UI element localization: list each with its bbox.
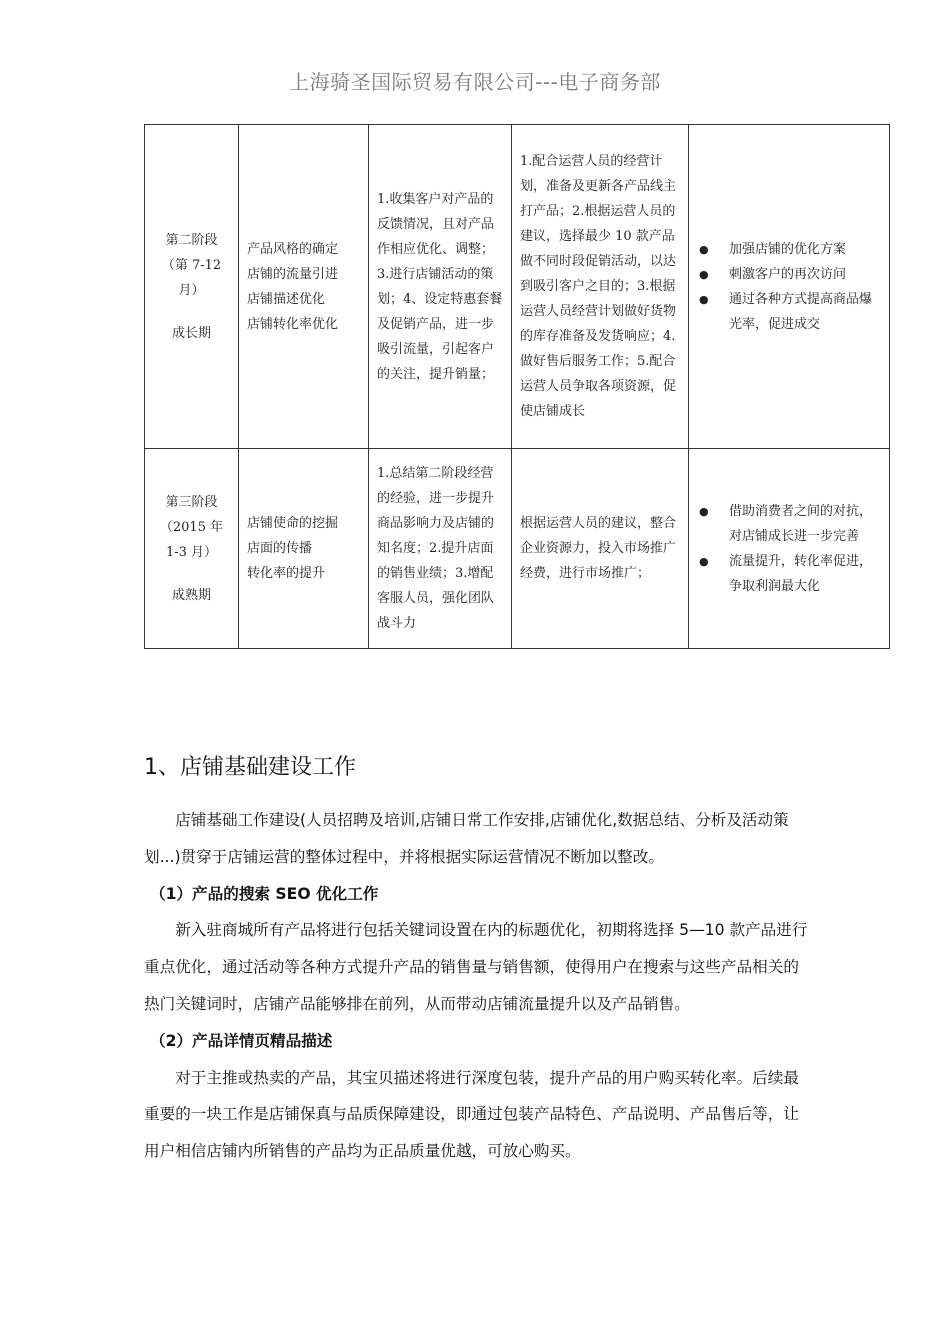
detail-paragraph: 对于主推或热卖的产品，其宝贝描述将进行深度包装，提升产品的用户购买转化率。后续最重要的一块工作是店铺保真与品质保障建设，即通过包装产品特色、产品说明、产品售后等，让用户相信店铺内所销售的产品均为正品质量优越，可放心购买。 — [144, 1068, 799, 1161]
focus-line: 店铺转化率优化 — [247, 316, 339, 332]
table-row — [145, 449, 890, 649]
seo-paragraph: 新入驻商城所有产品将进行包括关键词设置在内的标题优化，初期将选择 5—10 款产品进行重点优化，通过活动等各种方式提升产品的销售量与销售额，使得用户在搜索与这些产品相关的热门关键词时，店铺产品能够排在前列，从而带动店铺流量提升以及产品销售。 — [144, 921, 808, 1013]
stage-label-line: （第 7-12 — [161, 257, 222, 273]
stage-name: 成长期 — [171, 325, 211, 341]
stage-cell — [145, 449, 239, 649]
focus-line: 店铺的流量引进 — [247, 266, 339, 282]
goal-item: ● 流量提升，转化率促进，争取利润最大化 — [697, 549, 881, 599]
focus-cell — [239, 125, 369, 449]
goal-item: ● 通过各种方式提高商品爆光率，促进成交 — [697, 287, 881, 337]
stage-label-line: 第三阶段 — [165, 494, 218, 510]
subsection-title: （1）产品的搜索 SEO 优化工作 — [150, 884, 379, 903]
stage-label-line: 1-3 月） — [165, 544, 218, 560]
focus-cell — [239, 449, 369, 649]
stage-label-line: 第二阶段 — [165, 232, 218, 248]
stage-label-line: （2015 年 — [159, 519, 224, 535]
goals-cell — [689, 449, 890, 649]
focus-line: 店铺使命的挖掘 — [247, 516, 339, 531]
subsection-title: （2）产品详情页精品描述 — [150, 1031, 333, 1050]
stage-label-line: 月） — [178, 282, 205, 298]
stage-cell — [145, 125, 239, 449]
section-body — [144, 802, 808, 1170]
stage-plan-table — [144, 124, 890, 649]
goals-cell — [689, 125, 890, 449]
ops-cell: 1.配合运营人员的经营计划，准备及更新各产品线主打产品；2.根据运营人员的建议，选择最少 10 款产品做不同时段促销活动，以达到吸引客户之目的；3.根据运营人员经营计划做好货物的库存准备及发货响应；4.做好售后服务工作；5.配合运营人员争取各项资源，促使店铺成长 — [512, 125, 689, 449]
intro-paragraph: 店铺基础工作建设(人员招聘及培训,店铺日常工作安排,店铺优化,数据总结、分析及活动策划...)贯穿于店铺运营的整体过程中，并将根据实际运营情况不断加以整改。 — [144, 811, 789, 866]
table-row — [145, 125, 890, 449]
stage-name: 成熟期 — [171, 587, 211, 603]
tasks-cell: 1.收集客户对产品的反馈情况，且对产品作相应优化、调整；3.进行店铺活动的策划；4、设定特惠套餐及促销产品，进一步吸引流量，引起客户的关注，提升销量； — [369, 125, 512, 449]
goal-item: ● 加强店铺的优化方案 — [697, 237, 881, 262]
page-header: 上海骑圣国际贸易有限公司---电子商务部 — [289, 70, 661, 94]
focus-line: 转化率的提升 — [247, 566, 326, 581]
tasks-cell: 1.总结第二阶段经营的经验，进一步提升商品影响力及店铺的知名度；2.提升店面的销售业绩；3.增配客服人员，强化团队战斗力 — [369, 449, 512, 649]
focus-line: 店铺描述优化 — [247, 291, 326, 307]
goal-item: ● 借助消费者之间的对抗，对店铺成长进一步完善 — [697, 499, 881, 549]
goal-item: ● 刺激客户的再次访问 — [697, 262, 881, 287]
ops-cell: 根据运营人员的建议，整合企业资源力，投入市场推广经费，进行市场推广； — [512, 449, 689, 649]
focus-line: 产品风格的确定 — [247, 241, 339, 257]
focus-line: 店面的传播 — [247, 541, 313, 556]
section-title: 1、店铺基础建设工作 — [144, 755, 356, 780]
